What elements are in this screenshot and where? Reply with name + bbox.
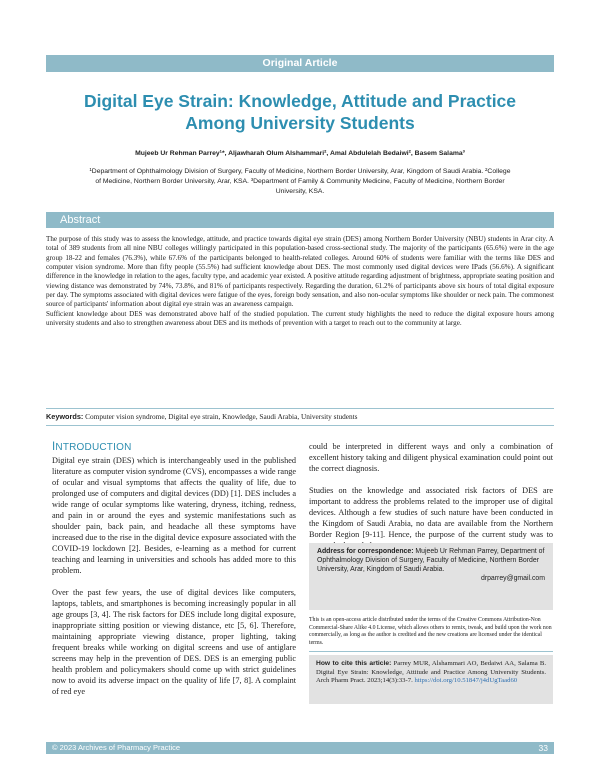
title-line-2: Among University Students (185, 113, 415, 133)
title-line-1: Digital Eye Strain: Knowledge, Attitude and Practice (83, 91, 517, 111)
introduction-heading-rest: NTRODUCTION (55, 442, 132, 453)
keywords-text: Computer vision syndrome, Digital eye strain, Knowledge, Saudi Arabia, University students (85, 412, 358, 421)
abstract-paragraph-2: Sufficient knowledge about DES was demonstrated above half of the studied population. The current study highlights the need to reduce the digital exposure hours among university students and also to strengthen awareness about DES and its methods of prevention with a target to reach out to the community at large. (46, 309, 554, 328)
citation-text: Parrey MUR, Alshammari AO, Bedaiwi AA, Salama B. Digital Eye Strain: Knowledge, Attitude and Practice Among University Students. Arch Pharm Pract. 2023;14(3):33-7. (316, 660, 547, 685)
page-number: 33 (538, 743, 548, 753)
correspondence-label: Address for correspondence: (317, 548, 414, 555)
intro-paragraph-3: could be interpreted in different ways and only a combination of excellent history taking and diligent physical examination could point out the correct diagnosis. (309, 442, 553, 473)
affiliation-line-2: of Medicine, Northern Border University, Arar, KSA. ³Department of Family & Community Medicine, Faculty of Medicine, Northern Border (95, 178, 505, 185)
introduction-heading (52, 441, 296, 453)
article-type-label: Original Article (262, 57, 338, 69)
citation-box (309, 655, 553, 704)
introduction-heading-initial: I (52, 441, 56, 453)
affiliations (60, 167, 540, 197)
intro-paragraph-1: Digital eye strain (DES) which is interchangeably used in the published literature as computer vision syndrome (CVS), encompasses a wide range of ocular and visual symptoms that affects the quality of life, due to prolonged use of computers and digital devices (DD) [1]. DES includes a wide range of ocular symptoms like watering, dryness, itching, redness, and pain in or around the eyes and systemic manifestations such as shoulder pain, back pain, and headache all these symptoms have increased due to the rise in the digital device exposure associated with the COVID-19 lockdown [2]. Besides, e-learning as a method for current teaching and learning in universities and schools has added more to this problem. (52, 456, 296, 575)
article-type-banner (46, 55, 554, 72)
license-text: This is an open-access article distributed under the terms of the Creative Commons Attribution-Non Commercial-Share Alike 4.0 License, which allows others to remix, tweak, and build upon the work non commercially, as long as the author is credited and the new creations are licensed under the identical terms. (309, 617, 553, 652)
left-column (52, 441, 296, 697)
keywords (46, 408, 554, 426)
intro-paragraph-2: Over the past few years, the use of digital devices like computers, laptops, tablets, and smartphones is becoming increasingly popular in all age groups [3, 4]. The risk factors for DES include long digital exposure, inappropriate sitting position or viewing distance, etc [5, 6]. Therefore, maintaining appropriate viewing distance, proper lighting, taking frequent breaks while working on digital screens and use of antiglare screens may help in the prevention of DES. DES is an emerging public health problem and policymakers should come up with strict guidelines now to avoid its adverse impact on the quality of life [7, 8]. A complaint of red eye (52, 588, 296, 696)
abstract-heading: Abstract (46, 212, 554, 228)
affiliation-line-1: ¹Department of Ophthalmology Division of Surgery, Faculty of Medicine, Northern Border University, Arar, Kingdom of Saudi Arabia. ²College (89, 168, 511, 175)
correspondence-box (309, 543, 553, 610)
article-title (46, 90, 554, 134)
footer-copyright: © 2023 Archives of Pharmacy Practice (52, 743, 181, 752)
author-list: Mujeeb Ur Rehman Parrey¹*, Aljawharah Olum Alshammari², Amal Abdulelah Bedaiwi², Basem Salama³ (135, 150, 465, 157)
abstract-body (46, 235, 554, 328)
page-footer (46, 742, 554, 754)
keywords-label: Keywords: (46, 412, 84, 421)
abstract-paragraph-1: The purpose of this study was to assess the knowledge, attitude, and practice towards digital eye strain (DES) among Northern Border University (NBU) students in Arar city. A total of 389 students from all nine NBU colleges willingly participated in this population-based cross-sectional study. The majority of the participants (65.6%) were in the age group 18-22 and females (76.3%), while 67.6% of the participants belonged to health-related colleges. Around 60% of students were familiar with the terms like DES and computer vision syndrome. More than fifty people (55.5%) had sufficient knowledge about DES. The most commonly used digital devices were IPads (56.6%). A significant difference in the knowledge in relation to the ages, faculty type, and academic year existed. A positive attitude regarding adjustment of brightness, appropriate seating position and viewing distance was demonstrated by 74%, 73.8%, and 81% of participants respectively. Regarding the duration, 61.2% of participants above six hours of total digital exposure per day. The symptoms associated with digital devices were fatigue of the eyes, foreign body sensation, and also non-ocular symptoms like shoulder or neck pain. The commonest source of participants' information about digital eye strain was an awareness campaign. (46, 235, 554, 309)
correspondence-text: Mujeeb Ur Rehman Parrey, Department of Ophthalmology Division of Surgery, Faculty of Medicine, Northern Border University, Arar, Kingdom of Saudi Arabia. (317, 548, 545, 573)
intro-paragraph-4: Studies on the knowledge and associated risk factors of DES are important to address the problems related to the improper use of digital devices. Although a few studies of such nature have been conducted in the Kingdom of Saudi Arabia, no data are available from the Northern Border Region [9-11]. Hence, the purpose of the current study was to (309, 486, 553, 539)
citation-doi-link[interactable]: https://doi.org/10.51847/j4dUgTaad60 (414, 677, 518, 685)
affiliation-line-3: University, KSA. (275, 188, 325, 195)
citation-label: How to cite this article: (316, 660, 392, 667)
right-column (309, 441, 553, 551)
correspondence-email[interactable]: drparrey@gmail.com (480, 575, 545, 582)
